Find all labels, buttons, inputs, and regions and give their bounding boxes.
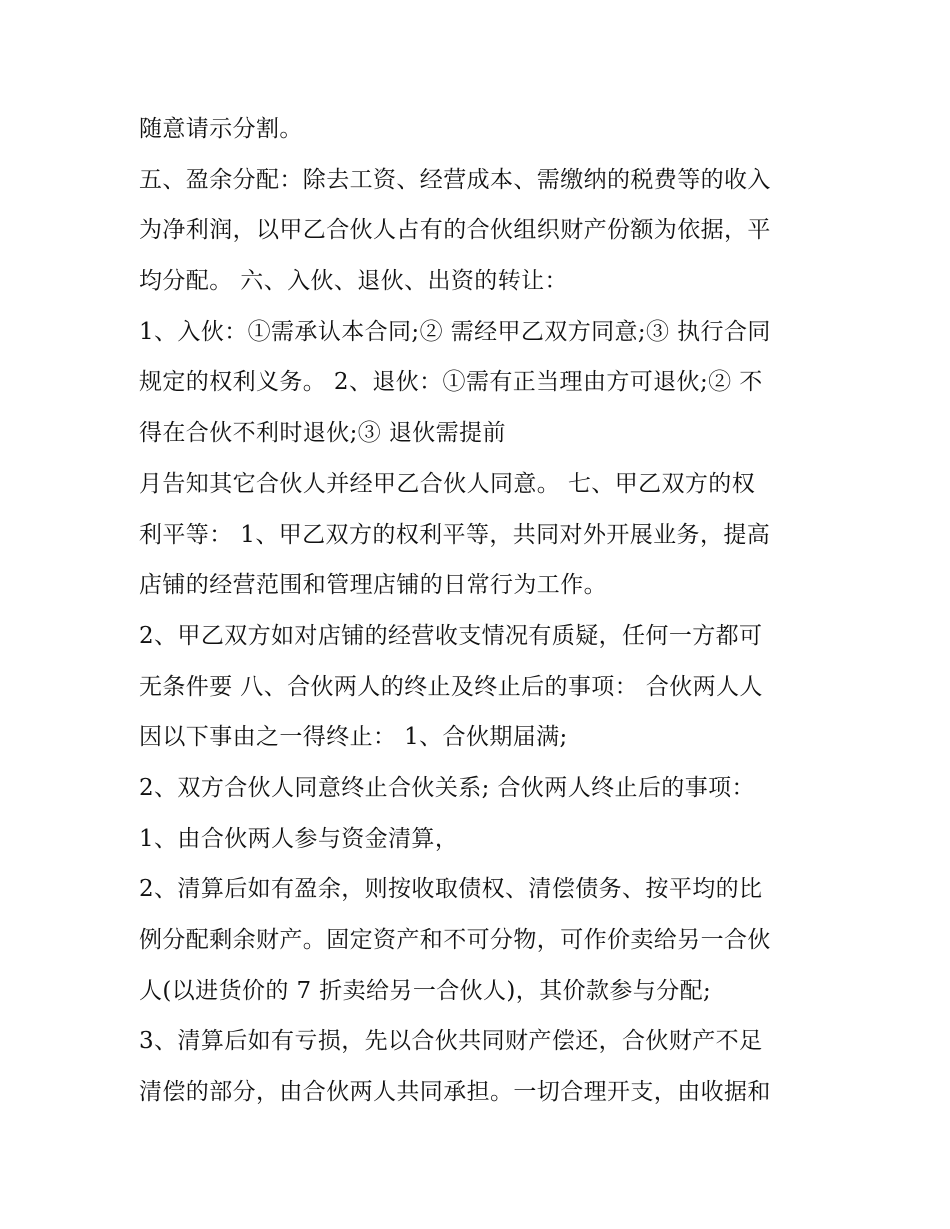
document-body xyxy=(139,104,819,1118)
text-line: 五、盈余分配：除去工资、经营成本、需缴纳的税费等的收入 xyxy=(139,166,771,193)
text-line: 随意请示分割。 xyxy=(139,116,303,142)
text-line: 均分配。 六、入伙、退伙、出资的转让： xyxy=(139,268,568,295)
text-line: 1、由合伙两人参与资金清算， xyxy=(139,825,459,852)
text-line: 清偿的部分，由合伙两人共同承担。一切合理开支，由收据和 xyxy=(139,1079,771,1106)
text-line: 得在合伙不利时退伙;③ 退伙需提前 xyxy=(139,420,506,447)
text-line: 2、清算后如有盈余，则按收取债权、清偿债务、按平均的比 xyxy=(139,876,763,903)
text-line: 因以下事由之一得终止： 1、合伙期届满; xyxy=(139,724,568,751)
text-line: 2、双方合伙人同意终止合伙关系; 合伙两人终止后的事项： xyxy=(139,774,755,801)
text-line: 人(以进货价的 7 折卖给另一合伙人)，其价款参与分配; xyxy=(139,977,712,1004)
text-line: 利平等： 1、甲乙双方的权利平等，共同对外开展业务，提高 xyxy=(139,521,771,548)
text-line: 为净利润，以甲乙合伙人占有的合伙组织财产份额为依据，平 xyxy=(139,217,771,244)
text-line: 月告知其它合伙人并经甲乙合伙人同意。 七、甲乙双方的权 xyxy=(139,470,756,497)
text-line: 无条件要 八、合伙两人的终止及终止后的事项： 合伙两人人 xyxy=(139,673,763,700)
text-line: 1、入伙：①需承认本合同;② 需经甲乙双方同意;③ 执行合同 xyxy=(139,318,771,345)
text-line: 店铺的经营范围和管理店铺的日常行为工作。 xyxy=(139,572,607,599)
text-line: 2、甲乙双方如对店铺的经营收支情况有质疑，任何一方都可 xyxy=(139,622,763,649)
text-line: 规定的权利义务。 2、退伙：①需有正当理由方可退伙;② 不 xyxy=(139,369,763,396)
text-line: 3、清算后如有亏损，先以合伙共同财产偿还，合伙财产不足 xyxy=(139,1028,763,1055)
text-line: 例分配剩余财产。固定资产和不可分物，可作价卖给另一合伙 xyxy=(139,927,771,953)
